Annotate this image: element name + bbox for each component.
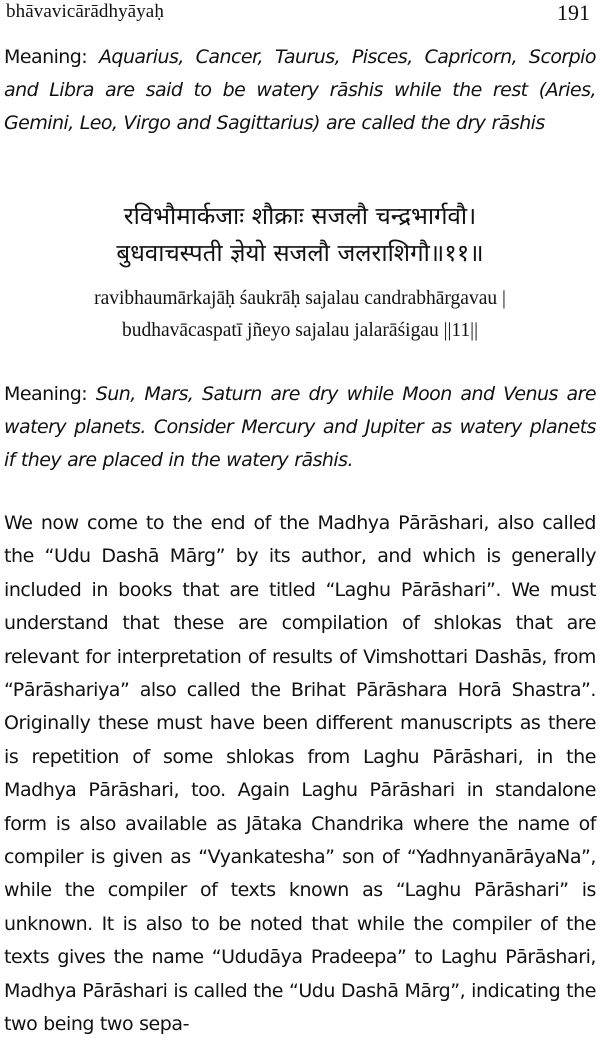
meaning-label: Meaning:: [4, 46, 88, 68]
transliteration-line-1: ravibhaumārkajāḥ śaukrāḥ sajalau candrabhārgavau |: [94, 288, 506, 309]
meaning-paragraph-1: [4, 41, 596, 140]
meaning-label: Meaning:: [4, 383, 88, 405]
meaning-paragraph-2: [4, 378, 596, 477]
body-paragraph: We now come to the end of the Madhya Pārāshari, also called the “Udu Dashā Mārg” by its author, and which is generally included in books that are titled “Laghu Pārāshari”. We must understand that these are compilation of shlokas that are relevant for interpretation of results of Vimshottari Dashās, from “Pārāshariya” also called the Brihat Pārāshara Horā Shastra”. Originally these must have been different manuscripts as there is repetition of some shlokas from Laghu Pārāshari, in the Madhya Pārāshari, too. Again Laghu Pārāshari in standalone form is also available as Jātaka Chandrika where the name of compiler is given as “Vyankatesha” son of “YadhnyanārāyaNa”, while the compiler of texts known as “Laghu Pārāshari” is unknown. It is also to be noted that while the compiler of the texts gives the name “Ududāya Pradeepa” to Laghu Pārāshari, Madhya Pārāshari is called the “Udu Dashā Mārg”, indicating the two being two sepa-: [4, 512, 596, 1036]
devanagari-verse: [0, 198, 600, 272]
devanagari-line-1: रविभौमार्कजाः शौक्राः सजलौ चन्द्रभार्गवौ।: [123, 202, 477, 230]
chapter-title: bhāvavicārādhyāyaḥ: [6, 1, 164, 22]
running-header: [6, 0, 590, 26]
meaning-text: Sun, Mars, Saturn are dry while Moon and Venus are watery planets. Consider Mercury and Jupiter as watery planets if they are placed in the watery rāshis.: [4, 383, 596, 471]
transliteration-line-2: budhavācaspatī jñeyo sajalau jalarāśigau ||11||: [121, 320, 478, 341]
devanagari-line-2: बुधवाचस्पती ज्ञेयो सजलौ जलराशिगौ॥११॥: [116, 239, 484, 267]
page-number: 191: [557, 0, 590, 25]
transliterated-verse: [0, 283, 600, 347]
meaning-text: Aquarius, Cancer, Taurus, Pisces, Capricorn, Scorpio and Libra are said to be watery rāshis while the rest (Aries, Gemini, Leo, Virgo and Sagittarius) are called the dry rāshis: [4, 46, 596, 134]
